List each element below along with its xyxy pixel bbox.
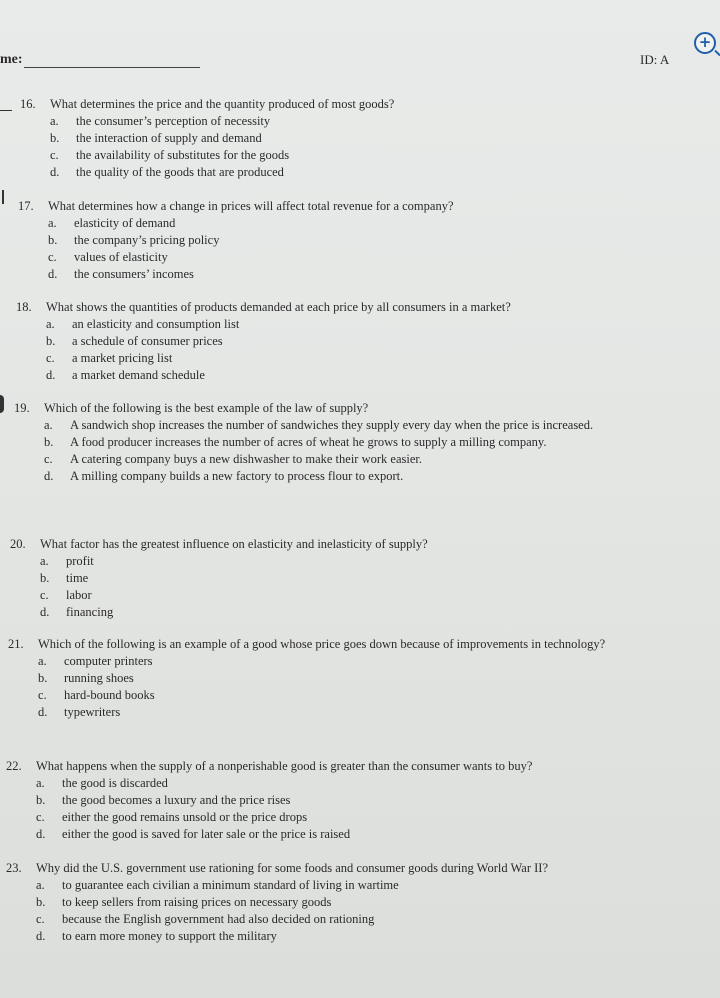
choice-d[interactable] [8, 704, 648, 721]
choice-letter: d. [50, 165, 60, 179]
choice-letter: a. [46, 317, 55, 331]
choice-d[interactable] [10, 604, 670, 621]
question-text: Why did the U.S. government use rationing for some foods and consumer goods during World War II? [36, 861, 549, 875]
choice-text: a market pricing list [72, 351, 173, 365]
choice-letter: a. [48, 216, 57, 230]
margin-mark [2, 190, 4, 204]
question-text: What determines how a change in prices will affect total revenue for a company? [48, 199, 454, 213]
choice-a[interactable] [18, 215, 668, 232]
choice-text: the consumer’s perception of necessity [76, 114, 271, 128]
choice-text: A catering company buys a new dishwasher to make their work easier. [70, 452, 422, 466]
choice-d[interactable] [6, 928, 696, 945]
choice-c[interactable] [16, 350, 676, 367]
choice-letter: d. [46, 368, 56, 382]
choice-letter: d. [36, 827, 46, 841]
choice-letter: c. [36, 912, 45, 926]
choice-text: financing [66, 605, 114, 619]
choice-letter: a. [38, 654, 47, 668]
choice-letter: b. [44, 435, 54, 449]
choice-text: A sandwich shop increases the number of sandwiches they supply every day when the price is increased. [70, 418, 594, 432]
choice-a[interactable] [6, 877, 696, 894]
choice-c[interactable] [18, 249, 668, 266]
choice-d[interactable] [18, 266, 668, 283]
choice-letter: c. [44, 452, 53, 466]
choice-letter: b. [36, 793, 46, 807]
choice-c[interactable] [8, 687, 648, 704]
choice-text: an elasticity and consumption list [72, 317, 240, 331]
choice-a[interactable] [16, 316, 676, 333]
choice-text: a schedule of consumer prices [72, 334, 223, 348]
choice-text: the interaction of supply and demand [76, 131, 262, 145]
margin-mark [0, 110, 12, 111]
choice-text: either the good remains unsold or the price drops [62, 810, 308, 824]
choice-letter: b. [46, 334, 56, 348]
choice-b[interactable] [20, 130, 670, 147]
id-label: ID: A [640, 52, 670, 67]
question-16 [20, 96, 670, 181]
question-text: What determines the price and the quantity produced of most goods? [50, 97, 395, 111]
choice-letter: a. [44, 418, 53, 432]
choice-letter: d. [36, 929, 46, 943]
question-23 [6, 860, 696, 945]
choice-letter: b. [48, 233, 58, 247]
choice-letter: c. [40, 588, 49, 602]
choice-d[interactable] [20, 164, 670, 181]
question-number: 16. [20, 97, 36, 111]
choice-text: hard-bound books [64, 688, 155, 702]
choice-letter: d. [44, 469, 54, 483]
question-number: 23. [6, 861, 22, 875]
question-text: What shows the quantities of products demanded at each price by all consumers in a market? [46, 300, 511, 314]
choice-text: to earn more money to support the military [62, 929, 277, 943]
question-number: 17. [18, 199, 34, 213]
choice-b[interactable] [8, 670, 648, 687]
question-18 [16, 299, 676, 384]
choice-a[interactable] [20, 113, 670, 130]
choice-b[interactable] [6, 792, 686, 809]
choice-c[interactable] [14, 451, 594, 468]
question-number: 21. [8, 637, 24, 651]
choice-c[interactable] [20, 147, 670, 164]
choice-d[interactable] [6, 826, 686, 843]
choice-letter: c. [46, 351, 55, 365]
choice-letter: a. [36, 878, 45, 892]
question-22 [6, 758, 686, 843]
choice-text: typewriters [64, 705, 121, 719]
choice-text: profit [66, 554, 94, 568]
choice-letter: c. [36, 810, 45, 824]
question-text: What happens when the supply of a nonperishable good is greater than the consumer wants to buy? [36, 759, 533, 773]
choice-text: a market demand schedule [72, 368, 205, 382]
choice-b[interactable] [10, 570, 670, 587]
question-19 [14, 400, 594, 485]
question-text: Which of the following is an example of a good whose price goes down because of improvements in technology? [38, 637, 606, 651]
choice-a[interactable] [10, 553, 670, 570]
choice-letter: d. [38, 705, 48, 719]
choice-text: to keep sellers from raising prices on necessary goods [62, 895, 332, 909]
choice-text: to guarantee each civilian a minimum standard of living in wartime [62, 878, 399, 892]
question-number: 19. [14, 401, 30, 415]
zoom-in-icon[interactable]: + [694, 32, 716, 54]
choice-letter: d. [48, 267, 58, 281]
choice-c[interactable] [6, 809, 686, 826]
choice-letter: b. [38, 671, 48, 685]
choice-text: A food producer increases the number of acres of wheat he grows to supply a milling company. [70, 435, 547, 449]
choice-letter: a. [50, 114, 59, 128]
choice-letter: c. [50, 148, 59, 162]
worksheet-header [0, 44, 720, 74]
choice-a[interactable] [6, 775, 686, 792]
name-label: me: [0, 52, 23, 67]
choice-letter: b. [36, 895, 46, 909]
question-number: 20. [10, 537, 26, 551]
choice-letter: c. [38, 688, 47, 702]
choice-text: the availability of substitutes for the goods [76, 148, 290, 162]
question-number: 18. [16, 300, 32, 314]
choice-text: the quality of the goods that are produced [76, 165, 284, 179]
choice-c[interactable] [10, 587, 670, 604]
choice-letter: a. [40, 554, 49, 568]
choice-text: time [66, 571, 89, 585]
choice-letter: b. [50, 131, 60, 145]
question-text: Which of the following is the best example of the law of supply? [44, 401, 369, 415]
name-blank-line [24, 67, 200, 68]
choice-b[interactable] [6, 894, 696, 911]
choice-letter: d. [40, 605, 50, 619]
choice-c[interactable] [6, 911, 696, 928]
margin-mark [0, 395, 4, 413]
choice-text: computer printers [64, 654, 153, 668]
question-17 [18, 198, 668, 283]
question-number: 22. [6, 759, 22, 773]
choice-letter: a. [36, 776, 45, 790]
choice-text: because the English government had also decided on rationing [62, 912, 375, 926]
choice-text: the good becomes a luxury and the price rises [62, 793, 291, 807]
choice-text: A milling company builds a new factory to process flour to export. [70, 469, 404, 483]
choice-d[interactable] [14, 468, 594, 485]
choice-letter: c. [48, 250, 57, 264]
choice-a[interactable] [8, 653, 648, 670]
choice-text: the good is discarded [62, 776, 168, 790]
choice-letter: b. [40, 571, 50, 585]
choice-text: running shoes [64, 671, 134, 685]
choice-b[interactable] [18, 232, 668, 249]
question-20 [10, 536, 670, 621]
choice-text: elasticity of demand [74, 216, 176, 230]
choice-b[interactable] [14, 434, 594, 451]
choice-text: the consumers’ incomes [74, 267, 194, 281]
choice-d[interactable] [16, 367, 676, 384]
choice-text: either the good is saved for later sale or the price is raised [62, 827, 351, 841]
choice-a[interactable] [14, 417, 594, 434]
choice-text: the company’s pricing policy [74, 233, 220, 247]
question-21 [8, 636, 648, 721]
choice-text: labor [66, 588, 92, 602]
choice-b[interactable] [16, 333, 676, 350]
choice-text: values of elasticity [74, 250, 168, 264]
question-text: What factor has the greatest influence on elasticity and inelasticity of supply? [40, 537, 428, 551]
